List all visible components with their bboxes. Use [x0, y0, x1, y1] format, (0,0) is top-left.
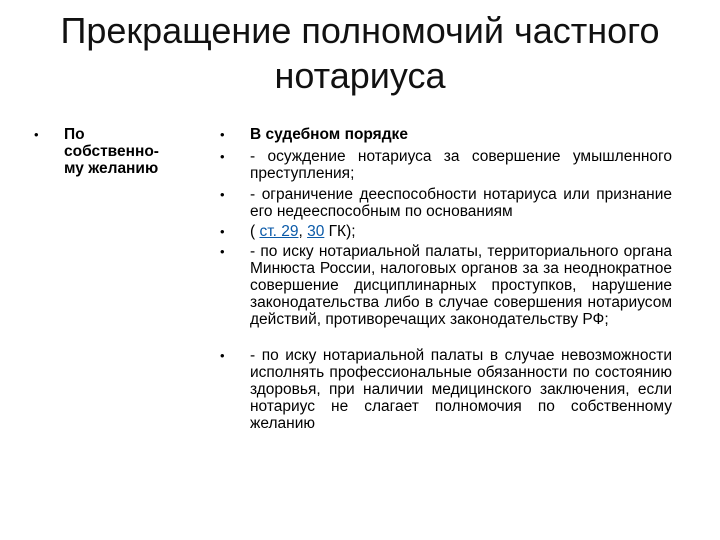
list-item-chamber-claim-health — [220, 347, 672, 432]
link-article-29[interactable]: ст. 29 — [259, 223, 299, 240]
refs-separator: , — [298, 223, 308, 240]
list-item-civil-code-refs — [220, 223, 672, 240]
chamber-claim-health-text: - по иску нотариальной палаты в случае невозможности исполнять профессиональные обязанности по состоянию здоровья, при наличии медицинского заключения, если нотариус не слагает полномочия по собственному желанию — [250, 347, 672, 432]
voluntary-text — [64, 126, 184, 177]
bullet-icon: • — [220, 127, 225, 142]
judicial-heading: В судебном порядке — [250, 126, 408, 143]
left-bullet-list — [34, 126, 194, 177]
list-item-conviction — [220, 148, 672, 182]
civil-code-refs-text — [250, 223, 672, 240]
bullet-icon: • — [220, 244, 225, 259]
voluntary-text-line-2: собственно- — [64, 143, 159, 160]
refs-suffix: ГК); — [324, 223, 356, 240]
chamber-claim-violations-text: - по иску нотариальной палаты, территориального органа Минюста России, налоговых органов за за неоднократное совершение дисциплинарных проступков, нарушение законодательства либо в случае совершения нотариусом действий, противоречащих законодательству РФ; — [250, 243, 672, 328]
conviction-text: - осуждение нотариуса за совершение умышленного преступления; — [250, 148, 672, 182]
bullet-icon: • — [220, 224, 225, 239]
right-bullet-list — [220, 126, 672, 432]
incapacity-text: - ограничение дееспособности нотариуса или признание его недееспособным по основаниям — [250, 186, 672, 220]
refs-prefix: ( — [250, 223, 260, 240]
list-item-judicial — [220, 126, 672, 143]
bullet-icon: • — [220, 187, 225, 202]
left-column — [34, 126, 194, 177]
list-item-chamber-claim-violations — [220, 243, 672, 328]
bullet-icon: • — [220, 149, 225, 164]
list-item-incapacity — [220, 186, 672, 220]
bullet-icon: • — [220, 348, 225, 363]
link-article-30[interactable]: 30 — [307, 223, 325, 240]
bullet-icon: • — [34, 127, 39, 142]
slide-title-line-1: Прекращение полномочий частного — [60, 10, 660, 51]
slide-title — [40, 8, 680, 98]
list-item-voluntary — [34, 126, 194, 177]
voluntary-text-line-3: му желанию — [64, 160, 159, 177]
voluntary-text-line-1: По — [64, 126, 85, 143]
right-column — [220, 126, 672, 432]
slide-title-line-2: нотариуса — [274, 55, 446, 96]
